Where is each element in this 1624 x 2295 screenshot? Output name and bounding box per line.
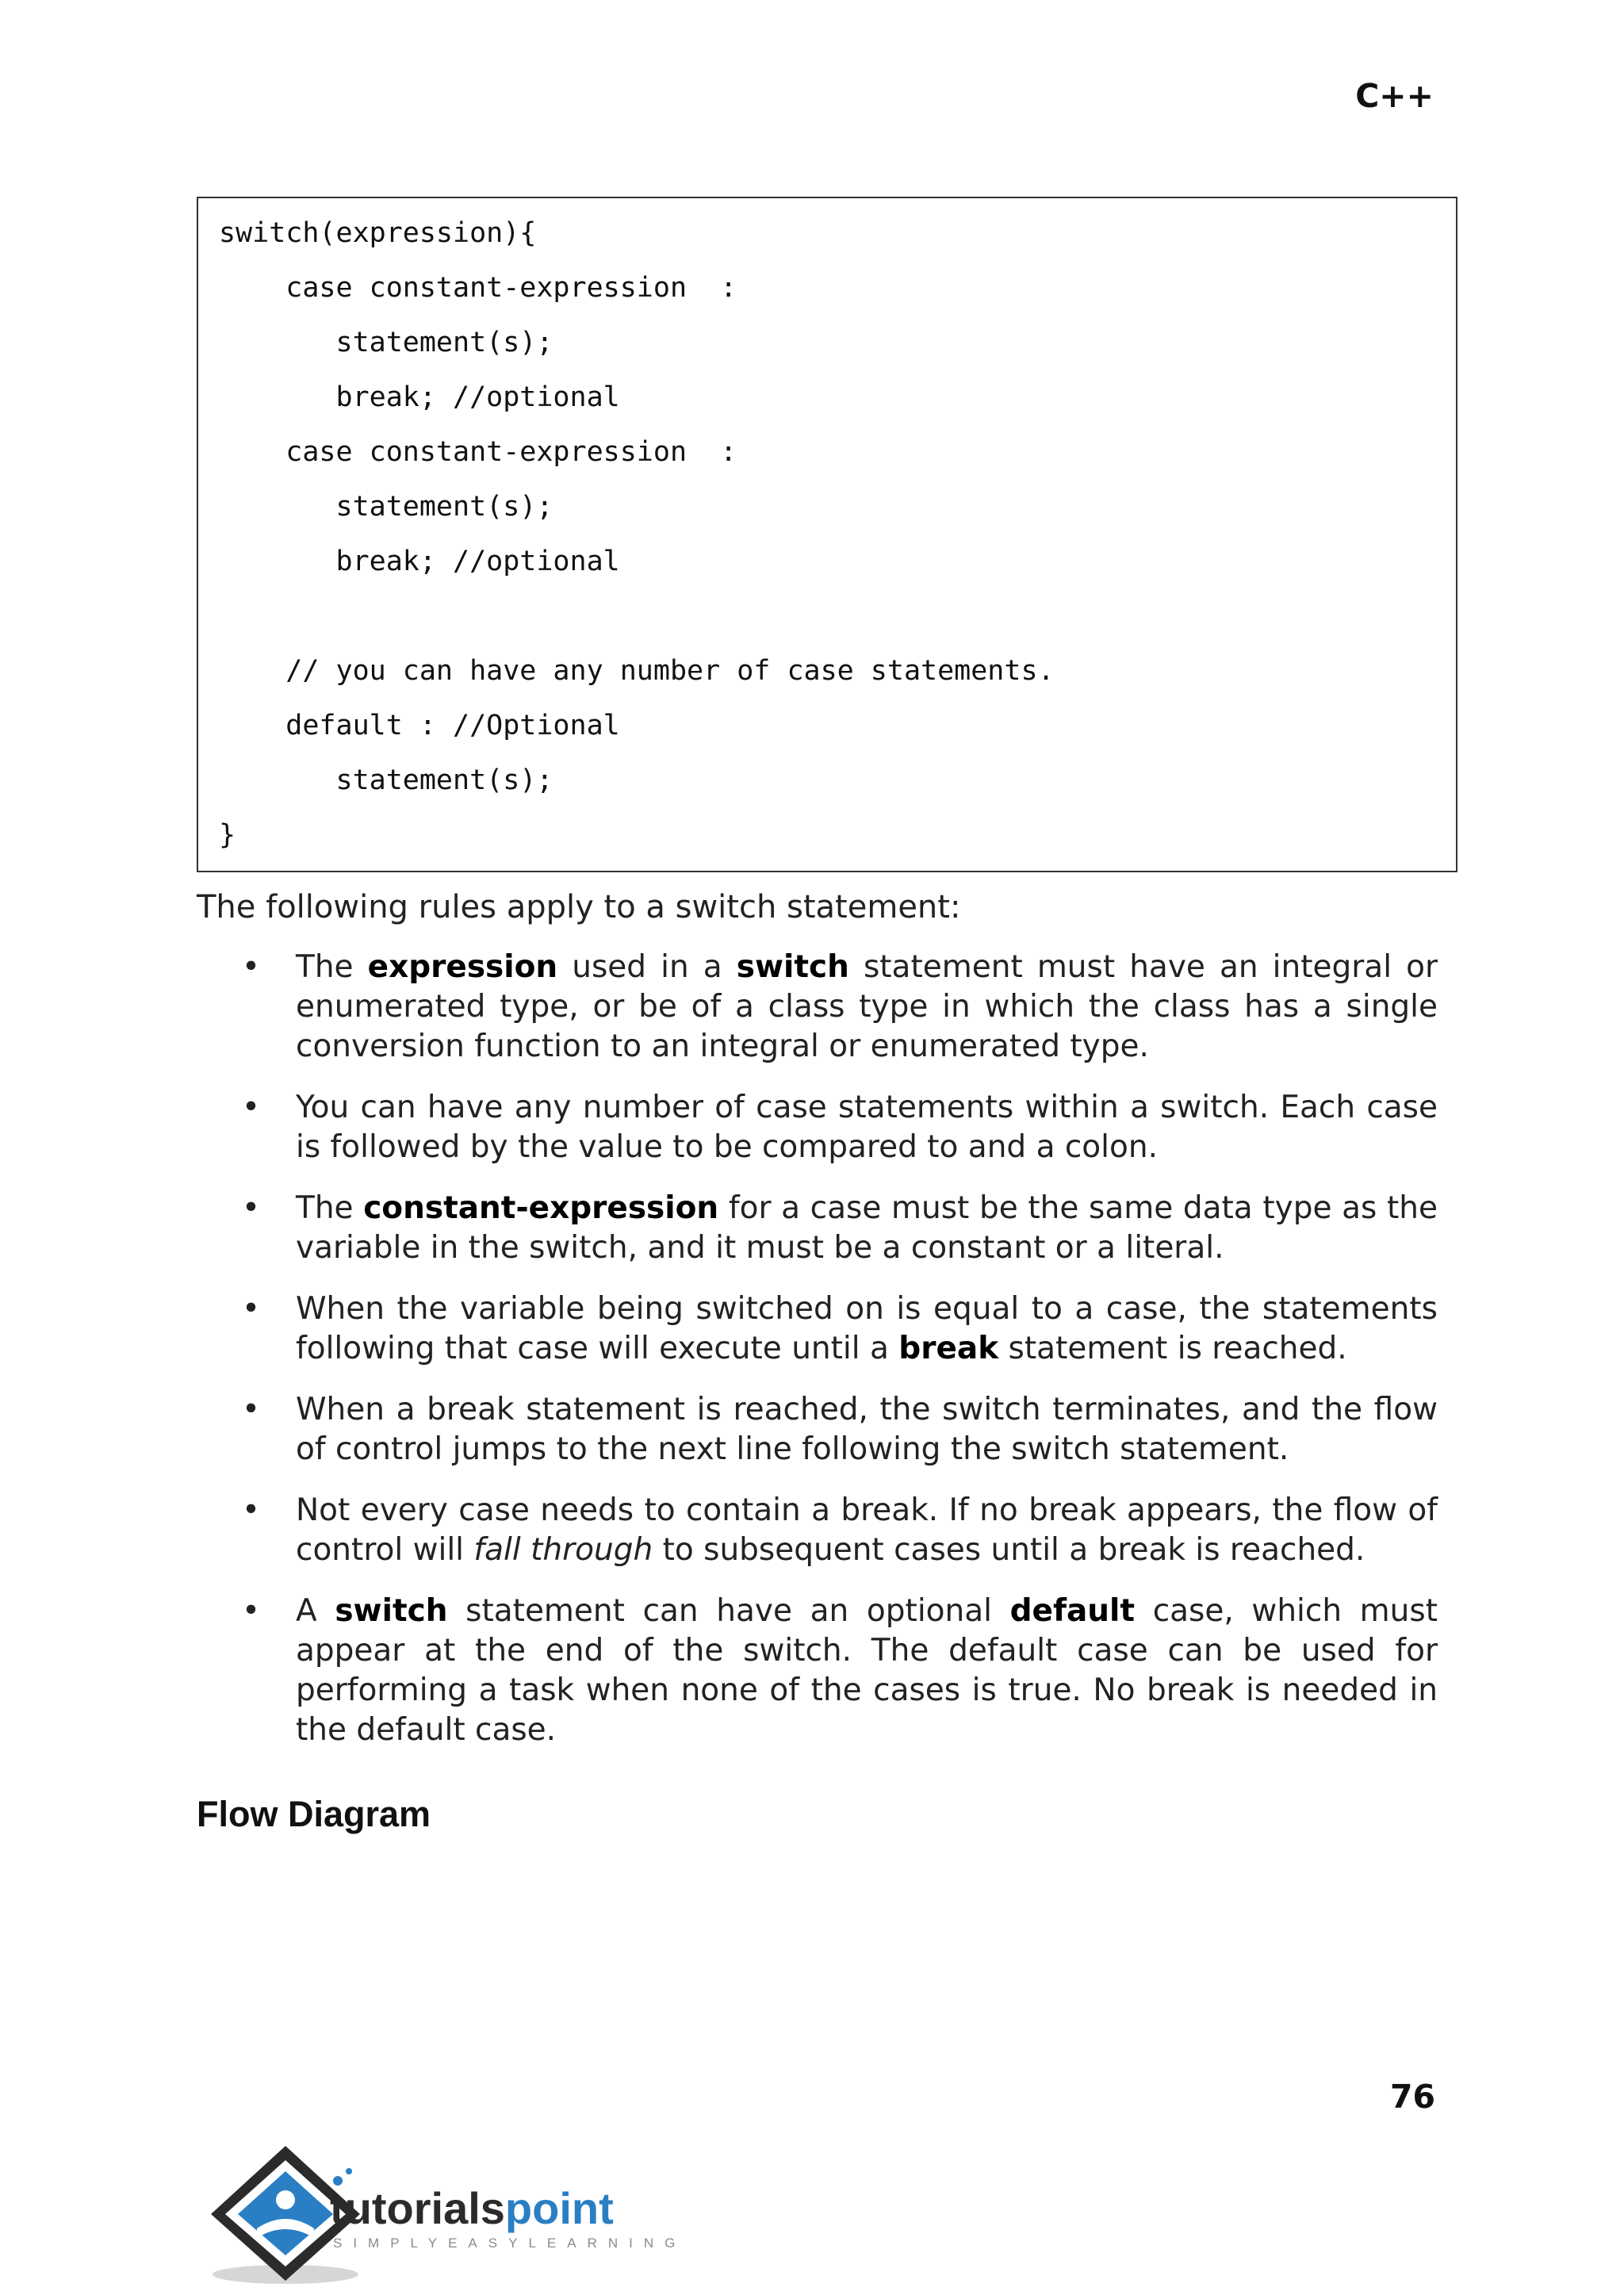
code-block — [197, 197, 1457, 872]
rule-text-segment: constant-expression — [363, 1190, 719, 1226]
code-line: case constant-expression : — [219, 436, 737, 468]
rule-item — [242, 1390, 1438, 1469]
rule-text-segment: case, which must appear at the end of the switch. The default case can be used for performing a task when none of the cases is true. No break is needed in the default case. — [296, 1593, 1438, 1748]
code-line: default : //Optional — [219, 710, 620, 741]
rule-text-segment: statement can have an optional — [447, 1593, 1010, 1629]
rule-text-segment: used in a — [557, 949, 737, 985]
bullet-icon: • — [242, 1291, 261, 1327]
tutorialspoint-logo — [197, 2141, 688, 2288]
rule-text-segment: The — [296, 1190, 364, 1226]
bullet-icon: • — [242, 1090, 261, 1125]
page-number: 76 — [1389, 2078, 1435, 2116]
code-line: switch(expression){ — [219, 217, 537, 249]
rule-item — [242, 948, 1438, 1067]
rule-text-segment: statement must have an integral or enumerated type, or be of a class type in which the class has a single conversion function to an integral or enumerated type. — [296, 949, 1438, 1064]
rule-text-segment: default — [1009, 1593, 1136, 1629]
code-line: statement(s); — [219, 327, 553, 358]
rule-text-segment: to subsequent cases until a break is reached. — [653, 1532, 1365, 1568]
rules-intro-text: The following rules apply to a switch statement: — [197, 889, 961, 925]
code-line: // you can have any number of case statements. — [219, 655, 1055, 687]
rule-text-segment: break — [898, 1331, 999, 1366]
rule-item — [242, 1592, 1438, 1750]
reader-head-icon — [276, 2190, 295, 2209]
rule-item — [242, 1088, 1438, 1167]
logo-tagline: SIMPLYEASYLEARNING — [333, 2236, 687, 2251]
rule-text-segment: Not every case needs to contain a break. If no break appears, the flow of control will — [296, 1492, 1438, 1568]
code-line: case constant-expression : — [219, 272, 737, 304]
code-line: } — [219, 819, 236, 851]
rule-text-segment: The — [296, 949, 368, 985]
rule-text-segment: A — [296, 1593, 335, 1629]
bullet-icon: • — [242, 1593, 261, 1629]
logo-wordmark: tutorialspoint — [330, 2183, 614, 2233]
rule-text-segment: expression — [367, 949, 558, 985]
code-line: break; //optional — [219, 546, 620, 577]
code-line: statement(s); — [219, 491, 553, 523]
rule-text-segment: statement is reached. — [998, 1331, 1347, 1366]
rule-text-segment: When the variable being switched on is equal to a case, the statements following that case will execute until a — [296, 1291, 1438, 1366]
bullet-icon: • — [242, 1190, 261, 1226]
rule-text-segment: switch — [736, 949, 849, 985]
section-heading: Flow Diagram — [197, 1794, 431, 1834]
rule-text-segment: You can have any number of case statements within a switch. Each case is followed by the value to be compared to and a colon. — [296, 1090, 1438, 1165]
bullet-icon: • — [242, 1392, 261, 1427]
rule-text-segment: for a case must be the same data type as the variable in the switch, and it must be a constant or a literal. — [296, 1190, 1438, 1266]
bullet-icon: • — [242, 949, 261, 985]
rule-item — [242, 1289, 1438, 1369]
rule-text-segment: switch — [335, 1593, 448, 1629]
rules-list — [242, 948, 1438, 1772]
rule-text-segment: When a break statement is reached, the switch terminates, and the flow of control jumps to the next line following the switch statement. — [296, 1392, 1438, 1467]
code-line: break; //optional — [219, 381, 620, 413]
rule-item — [242, 1491, 1438, 1570]
rule-text-segment: fall through — [473, 1532, 653, 1568]
running-header-title: C++ — [1355, 77, 1434, 115]
bullet-icon: • — [242, 1492, 261, 1528]
rule-item — [242, 1189, 1438, 1268]
code-line: statement(s); — [219, 764, 553, 796]
